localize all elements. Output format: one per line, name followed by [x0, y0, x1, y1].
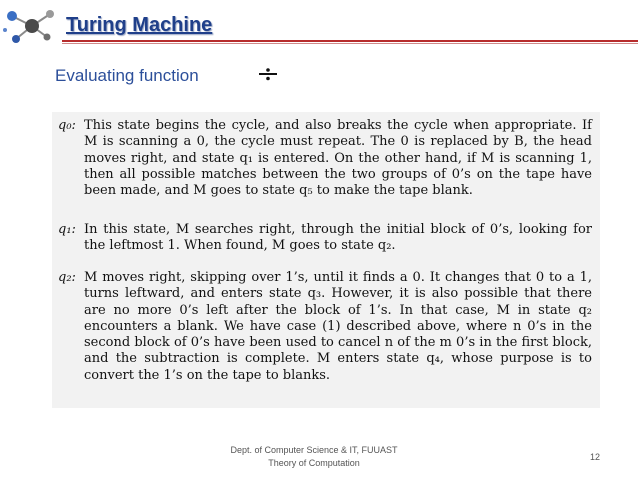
state-text: M moves right, skipping over 1’s, until it finds a 0. It changes that 0 to a 1, turns leftward, and enters state q₃. However, it is also possible that there are no more 0’s left after the block of 1’s. In that case, M in state q₂ encounters a blank. We have case (1) described above, where n 0’s in the second block of 0’s have been used to cancel n of the m 0’s in the first block, and the subtraction is complete. M enters state q₄, whose purpose is to convert the 1’s on the tape to blanks. — [84, 270, 592, 383]
division-icon — [257, 67, 279, 81]
footer-department: Dept. of Computer Science & IT, FUUAST — [230, 445, 398, 455]
title-divider — [62, 40, 638, 42]
state-text: In this state, M searches right, through the initial block of 0’s, looking for the leftmost 1. When found, M goes to state q₂. — [84, 222, 592, 254]
slide-title: Turing Machine — [66, 14, 213, 36]
page-number: 12 — [590, 452, 601, 462]
footer-course: Theory of Computation — [268, 458, 360, 468]
state-label: q₁: — [58, 222, 76, 237]
title-divider-shadow — [62, 43, 638, 44]
footer-text — [186, 444, 442, 470]
slide-subtitle: Evaluating function — [55, 66, 199, 85]
state-label: q₀: — [58, 118, 76, 133]
state-label: q₂: — [58, 270, 76, 285]
molecule-logo-icon — [0, 6, 62, 46]
state-text: This state begins the cycle, and also breaks the cycle when appropriate. If M is scanning a 0, the cycle must repeat. The 0 is replaced by B, the head moves right, and state q₁ is entered. On the other hand, if M is scanning 1, then all possible matches between the two groups of 0’s on the tape have been made, and M goes to state q₅ to make the tape blank. — [84, 118, 592, 199]
state-description-panel — [52, 112, 600, 408]
